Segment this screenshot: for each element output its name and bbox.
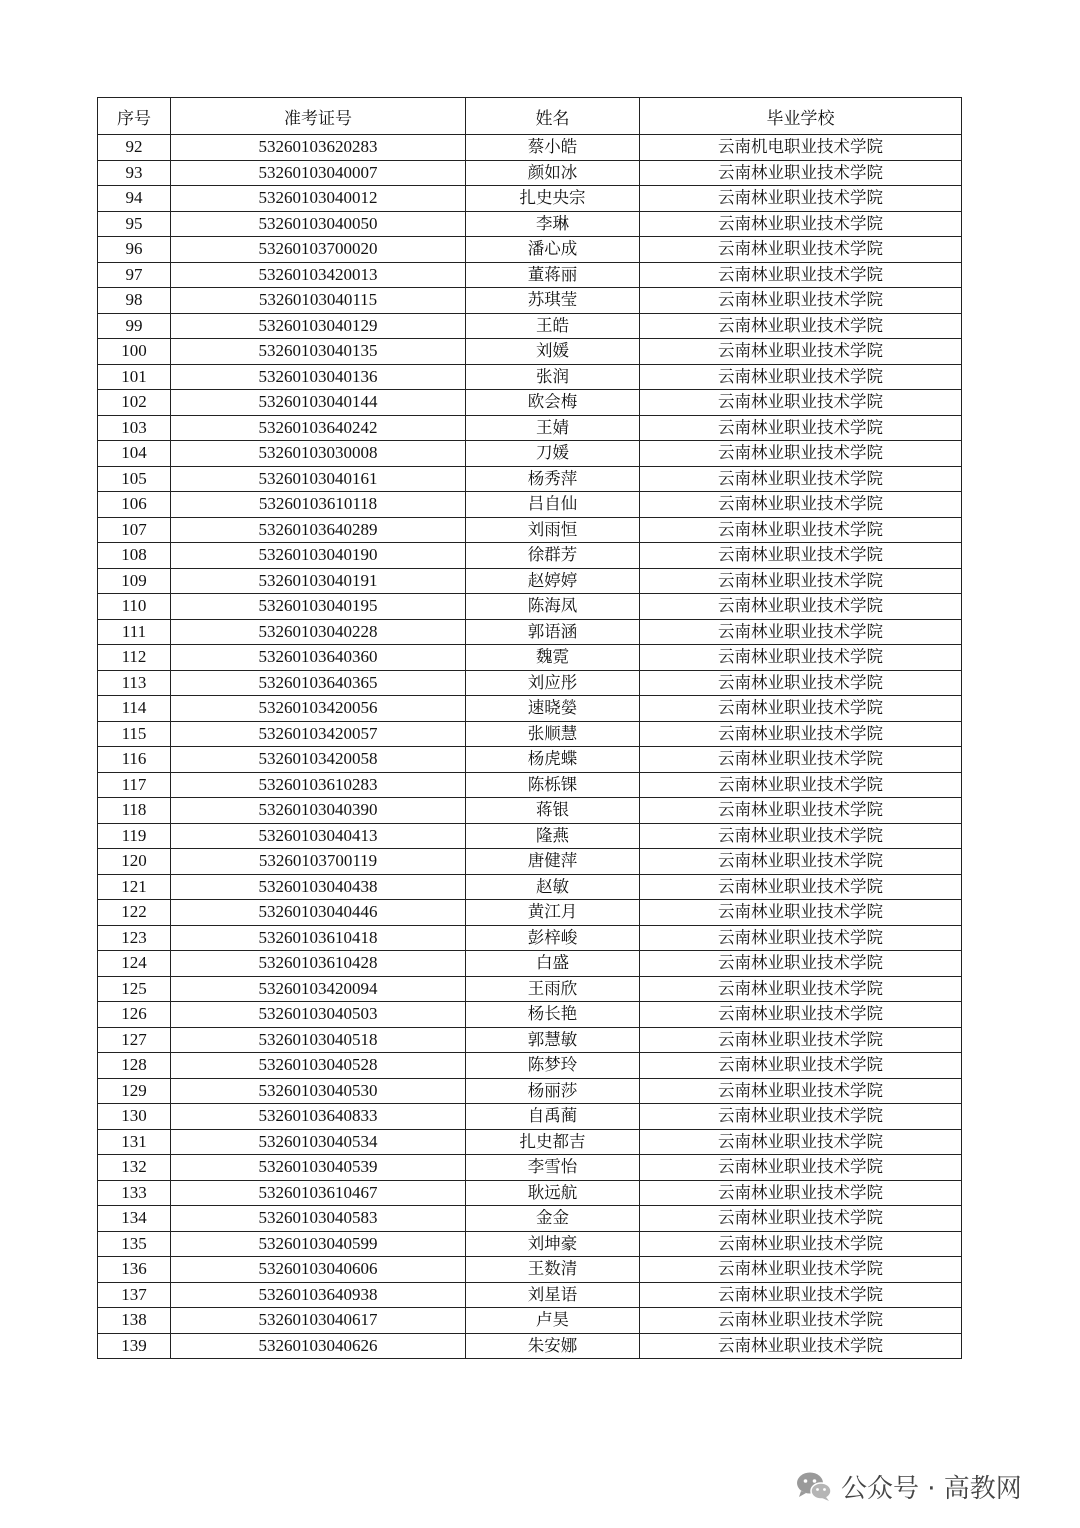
table-row <box>98 441 962 467</box>
name-cell: 扎史都吉 <box>466 1129 640 1155</box>
serial-cell: 123 <box>98 925 171 951</box>
name-cell: 刀媛 <box>466 441 640 467</box>
name-cell: 刘坤豪 <box>466 1231 640 1257</box>
table-row <box>98 1231 962 1257</box>
serial-cell: 108 <box>98 543 171 569</box>
serial-cell: 103 <box>98 415 171 441</box>
table-row <box>98 288 962 314</box>
exam-id-cell: 53260103040012 <box>171 186 466 212</box>
exam-id-cell: 53260103040413 <box>171 823 466 849</box>
table-row <box>98 670 962 696</box>
school-cell: 云南林业职业技术学院 <box>640 492 962 518</box>
name-cell: 自禹蔺 <box>466 1104 640 1130</box>
exam-id-cell: 53260103040518 <box>171 1027 466 1053</box>
serial-cell: 115 <box>98 721 171 747</box>
name-cell: 欧会梅 <box>466 390 640 416</box>
school-cell: 云南林业职业技术学院 <box>640 1053 962 1079</box>
table-row <box>98 1282 962 1308</box>
school-cell: 云南林业职业技术学院 <box>640 1104 962 1130</box>
school-cell: 云南林业职业技术学院 <box>640 772 962 798</box>
name-cell: 扎史央宗 <box>466 186 640 212</box>
name-cell: 陈海凤 <box>466 594 640 620</box>
school-cell: 云南林业职业技术学院 <box>640 1257 962 1283</box>
serial-cell: 112 <box>98 645 171 671</box>
exam-id-cell: 53260103640242 <box>171 415 466 441</box>
name-cell: 杨秀萍 <box>466 466 640 492</box>
school-cell: 云南林业职业技术学院 <box>640 211 962 237</box>
exam-id-cell: 53260103700119 <box>171 849 466 875</box>
table-row <box>98 211 962 237</box>
school-cell: 云南林业职业技术学院 <box>640 313 962 339</box>
table-row <box>98 543 962 569</box>
table-row <box>98 364 962 390</box>
school-cell: 云南林业职业技术学院 <box>640 747 962 773</box>
exam-id-cell: 53260103640833 <box>171 1104 466 1130</box>
name-cell: 刘媛 <box>466 339 640 365</box>
name-cell: 苏琪莹 <box>466 288 640 314</box>
exam-id-cell: 53260103610118 <box>171 492 466 518</box>
serial-cell: 122 <box>98 900 171 926</box>
table-row <box>98 1206 962 1232</box>
table-row <box>98 721 962 747</box>
serial-cell: 97 <box>98 262 171 288</box>
exam-id-cell: 53260103420094 <box>171 976 466 1002</box>
serial-cell: 125 <box>98 976 171 1002</box>
school-cell: 云南林业职业技术学院 <box>640 364 962 390</box>
serial-cell: 105 <box>98 466 171 492</box>
serial-cell: 129 <box>98 1078 171 1104</box>
table-row <box>98 186 962 212</box>
serial-cell: 92 <box>98 135 171 161</box>
table-header-row <box>98 98 962 135</box>
wechat-watermark <box>795 1466 1022 1506</box>
school-cell: 云南林业职业技术学院 <box>640 288 962 314</box>
school-cell: 云南林业职业技术学院 <box>640 670 962 696</box>
exam-id-cell: 53260103610467 <box>171 1180 466 1206</box>
exam-id-cell: 53260103640289 <box>171 517 466 543</box>
name-cell: 朱安娜 <box>466 1333 640 1359</box>
table-row <box>98 900 962 926</box>
table-row <box>98 1257 962 1283</box>
school-cell: 云南机电职业技术学院 <box>640 135 962 161</box>
table-row <box>98 645 962 671</box>
name-cell: 杨虎蝶 <box>466 747 640 773</box>
serial-cell: 133 <box>98 1180 171 1206</box>
table-row <box>98 976 962 1002</box>
name-cell: 陈栎锞 <box>466 772 640 798</box>
table-row <box>98 1104 962 1130</box>
serial-cell: 104 <box>98 441 171 467</box>
table-row <box>98 492 962 518</box>
serial-cell: 94 <box>98 186 171 212</box>
table-row <box>98 874 962 900</box>
name-cell: 吕自仙 <box>466 492 640 518</box>
table-row <box>98 568 962 594</box>
exam-id-cell: 53260103640365 <box>171 670 466 696</box>
name-cell: 刘星语 <box>466 1282 640 1308</box>
exam-id-cell: 53260103040144 <box>171 390 466 416</box>
serial-cell: 128 <box>98 1053 171 1079</box>
serial-cell: 138 <box>98 1308 171 1334</box>
table-row <box>98 1027 962 1053</box>
name-cell: 郭语涵 <box>466 619 640 645</box>
exam-id-cell: 53260103040161 <box>171 466 466 492</box>
exam-id-cell: 53260103420013 <box>171 262 466 288</box>
serial-cell: 111 <box>98 619 171 645</box>
name-cell: 郭慧敏 <box>466 1027 640 1053</box>
table-body <box>98 135 962 1359</box>
name-cell: 白盛 <box>466 951 640 977</box>
name-cell: 李琳 <box>466 211 640 237</box>
table-row <box>98 798 962 824</box>
exam-id-cell: 53260103420057 <box>171 721 466 747</box>
header-exam-id: 准考证号 <box>171 98 466 135</box>
table-row <box>98 1333 962 1359</box>
serial-cell: 131 <box>98 1129 171 1155</box>
table-row <box>98 1180 962 1206</box>
exam-id-cell: 53260103030008 <box>171 441 466 467</box>
exam-id-cell: 53260103040390 <box>171 798 466 824</box>
exam-id-cell: 53260103040228 <box>171 619 466 645</box>
school-cell: 云南林业职业技术学院 <box>640 925 962 951</box>
table-row <box>98 237 962 263</box>
exam-id-cell: 53260103640360 <box>171 645 466 671</box>
school-cell: 云南林业职业技术学院 <box>640 466 962 492</box>
school-cell: 云南林业职业技术学院 <box>640 1180 962 1206</box>
name-cell: 卢昊 <box>466 1308 640 1334</box>
exam-id-cell: 53260103620283 <box>171 135 466 161</box>
table-row <box>98 466 962 492</box>
serial-cell: 130 <box>98 1104 171 1130</box>
name-cell: 徐群芳 <box>466 543 640 569</box>
name-cell: 张润 <box>466 364 640 390</box>
exam-id-cell: 53260103040190 <box>171 543 466 569</box>
school-cell: 云南林业职业技术学院 <box>640 568 962 594</box>
school-cell: 云南林业职业技术学院 <box>640 594 962 620</box>
table-row <box>98 1308 962 1334</box>
name-cell: 蔡小皓 <box>466 135 640 161</box>
table-row <box>98 262 962 288</box>
exam-id-cell: 53260103040195 <box>171 594 466 620</box>
header-school: 毕业学校 <box>640 98 962 135</box>
table-row <box>98 160 962 186</box>
table-row <box>98 1053 962 1079</box>
exam-id-cell: 53260103040530 <box>171 1078 466 1104</box>
admission-list-table <box>97 97 962 1359</box>
serial-cell: 117 <box>98 772 171 798</box>
name-cell: 黄江月 <box>466 900 640 926</box>
table-row <box>98 747 962 773</box>
serial-cell: 119 <box>98 823 171 849</box>
name-cell: 蒋银 <box>466 798 640 824</box>
serial-cell: 93 <box>98 160 171 186</box>
serial-cell: 114 <box>98 696 171 722</box>
name-cell: 隆燕 <box>466 823 640 849</box>
header-serial: 序号 <box>98 98 171 135</box>
wechat-icon <box>795 1470 833 1502</box>
school-cell: 云南林业职业技术学院 <box>640 951 962 977</box>
school-cell: 云南林业职业技术学院 <box>640 900 962 926</box>
table-row <box>98 1155 962 1181</box>
school-cell: 云南林业职业技术学院 <box>640 1282 962 1308</box>
school-cell: 云南林业职业技术学院 <box>640 262 962 288</box>
table-row <box>98 390 962 416</box>
table-row <box>98 339 962 365</box>
table-row <box>98 619 962 645</box>
exam-id-cell: 53260103420056 <box>171 696 466 722</box>
exam-id-cell: 53260103610418 <box>171 925 466 951</box>
serial-cell: 135 <box>98 1231 171 1257</box>
school-cell: 云南林业职业技术学院 <box>640 160 962 186</box>
school-cell: 云南林业职业技术学院 <box>640 645 962 671</box>
exam-id-cell: 53260103040626 <box>171 1333 466 1359</box>
school-cell: 云南林业职业技术学院 <box>640 390 962 416</box>
table-row <box>98 594 962 620</box>
table-row <box>98 135 962 161</box>
table-row <box>98 517 962 543</box>
school-cell: 云南林业职业技术学院 <box>640 1206 962 1232</box>
serial-cell: 127 <box>98 1027 171 1053</box>
serial-cell: 95 <box>98 211 171 237</box>
serial-cell: 101 <box>98 364 171 390</box>
table-row <box>98 823 962 849</box>
serial-cell: 134 <box>98 1206 171 1232</box>
school-cell: 云南林业职业技术学院 <box>640 721 962 747</box>
school-cell: 云南林业职业技术学院 <box>640 1333 962 1359</box>
serial-cell: 137 <box>98 1282 171 1308</box>
name-cell: 李雪怡 <box>466 1155 640 1181</box>
serial-cell: 107 <box>98 517 171 543</box>
name-cell: 王婧 <box>466 415 640 441</box>
exam-id-cell: 53260103040050 <box>171 211 466 237</box>
school-cell: 云南林业职业技术学院 <box>640 1308 962 1334</box>
serial-cell: 121 <box>98 874 171 900</box>
name-cell: 速晓嫈 <box>466 696 640 722</box>
table-row <box>98 849 962 875</box>
serial-cell: 98 <box>98 288 171 314</box>
exam-id-cell: 53260103040135 <box>171 339 466 365</box>
school-cell: 云南林业职业技术学院 <box>640 1078 962 1104</box>
serial-cell: 106 <box>98 492 171 518</box>
school-cell: 云南林业职业技术学院 <box>640 798 962 824</box>
name-cell: 张顺慧 <box>466 721 640 747</box>
serial-cell: 102 <box>98 390 171 416</box>
exam-id-cell: 53260103040191 <box>171 568 466 594</box>
exam-id-cell: 53260103040446 <box>171 900 466 926</box>
name-cell: 刘雨恒 <box>466 517 640 543</box>
school-cell: 云南林业职业技术学院 <box>640 1027 962 1053</box>
name-cell: 董蒋丽 <box>466 262 640 288</box>
school-cell: 云南林业职业技术学院 <box>640 517 962 543</box>
exam-id-cell: 53260103040534 <box>171 1129 466 1155</box>
exam-id-cell: 53260103040503 <box>171 1002 466 1028</box>
name-cell: 王皓 <box>466 313 640 339</box>
name-cell: 陈梦玲 <box>466 1053 640 1079</box>
school-cell: 云南林业职业技术学院 <box>640 1155 962 1181</box>
serial-cell: 110 <box>98 594 171 620</box>
name-cell: 王雨欣 <box>466 976 640 1002</box>
serial-cell: 120 <box>98 849 171 875</box>
exam-id-cell: 53260103040617 <box>171 1308 466 1334</box>
exam-id-cell: 53260103040115 <box>171 288 466 314</box>
exam-id-cell: 53260103040539 <box>171 1155 466 1181</box>
exam-id-cell: 53260103040136 <box>171 364 466 390</box>
serial-cell: 99 <box>98 313 171 339</box>
school-cell: 云南林业职业技术学院 <box>640 441 962 467</box>
name-cell: 杨丽莎 <box>466 1078 640 1104</box>
exam-id-cell: 53260103610283 <box>171 772 466 798</box>
serial-cell: 118 <box>98 798 171 824</box>
table-row <box>98 1002 962 1028</box>
name-cell: 耿远航 <box>466 1180 640 1206</box>
name-cell: 杨长艳 <box>466 1002 640 1028</box>
exam-id-cell: 53260103640938 <box>171 1282 466 1308</box>
serial-cell: 100 <box>98 339 171 365</box>
exam-id-cell: 53260103040129 <box>171 313 466 339</box>
table-row <box>98 925 962 951</box>
table-row <box>98 772 962 798</box>
exam-id-cell: 53260103700020 <box>171 237 466 263</box>
serial-cell: 126 <box>98 1002 171 1028</box>
school-cell: 云南林业职业技术学院 <box>640 874 962 900</box>
school-cell: 云南林业职业技术学院 <box>640 415 962 441</box>
school-cell: 云南林业职业技术学院 <box>640 696 962 722</box>
name-cell: 赵婷婷 <box>466 568 640 594</box>
school-cell: 云南林业职业技术学院 <box>640 619 962 645</box>
serial-cell: 109 <box>98 568 171 594</box>
exam-id-cell: 53260103040599 <box>171 1231 466 1257</box>
watermark-text: 公众号 · 高教网 <box>841 1473 1022 1504</box>
name-cell: 金金 <box>466 1206 640 1232</box>
school-cell: 云南林业职业技术学院 <box>640 1002 962 1028</box>
table-row <box>98 415 962 441</box>
school-cell: 云南林业职业技术学院 <box>640 1231 962 1257</box>
exam-id-cell: 53260103610428 <box>171 951 466 977</box>
serial-cell: 116 <box>98 747 171 773</box>
school-cell: 云南林业职业技术学院 <box>640 849 962 875</box>
name-cell: 彭梓峻 <box>466 925 640 951</box>
serial-cell: 139 <box>98 1333 171 1359</box>
table-row <box>98 1129 962 1155</box>
serial-cell: 132 <box>98 1155 171 1181</box>
table-row <box>98 951 962 977</box>
school-cell: 云南林业职业技术学院 <box>640 186 962 212</box>
school-cell: 云南林业职业技术学院 <box>640 339 962 365</box>
exam-id-cell: 53260103040438 <box>171 874 466 900</box>
school-cell: 云南林业职业技术学院 <box>640 823 962 849</box>
name-cell: 魏霓 <box>466 645 640 671</box>
table-row <box>98 696 962 722</box>
exam-id-cell: 53260103040606 <box>171 1257 466 1283</box>
name-cell: 赵敏 <box>466 874 640 900</box>
serial-cell: 96 <box>98 237 171 263</box>
name-cell: 刘应彤 <box>466 670 640 696</box>
school-cell: 云南林业职业技术学院 <box>640 1129 962 1155</box>
school-cell: 云南林业职业技术学院 <box>640 237 962 263</box>
exam-id-cell: 53260103040528 <box>171 1053 466 1079</box>
table-row <box>98 1078 962 1104</box>
name-cell: 王数清 <box>466 1257 640 1283</box>
exam-id-cell: 53260103040007 <box>171 160 466 186</box>
exam-id-cell: 53260103040583 <box>171 1206 466 1232</box>
name-cell: 颜如冰 <box>466 160 640 186</box>
school-cell: 云南林业职业技术学院 <box>640 543 962 569</box>
school-cell: 云南林业职业技术学院 <box>640 976 962 1002</box>
serial-cell: 124 <box>98 951 171 977</box>
header-name: 姓名 <box>466 98 640 135</box>
table-row <box>98 313 962 339</box>
serial-cell: 113 <box>98 670 171 696</box>
name-cell: 潘心成 <box>466 237 640 263</box>
serial-cell: 136 <box>98 1257 171 1283</box>
exam-id-cell: 53260103420058 <box>171 747 466 773</box>
name-cell: 唐健萍 <box>466 849 640 875</box>
